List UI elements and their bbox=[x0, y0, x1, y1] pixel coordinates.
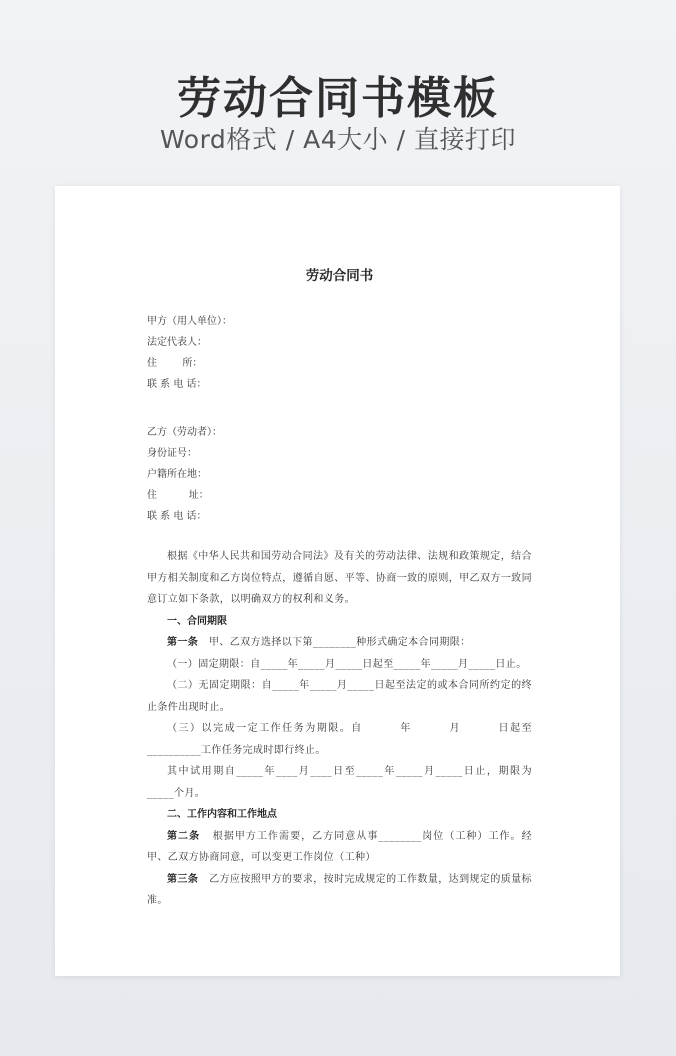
section-heading-work: 二、工作内容和工作地点 bbox=[167, 809, 277, 820]
article-2-label: 第二条 bbox=[167, 830, 201, 842]
banner-title: 劳动合同书模板 bbox=[177, 73, 499, 124]
term-option-open-ended: （二）无固定期限：自_____年_____月_____日起至法定的或本合同所约定的终止条件出现时止。 bbox=[147, 680, 532, 713]
article-1 bbox=[147, 632, 532, 654]
article-2 bbox=[147, 826, 532, 869]
article-1-label: 第一条 bbox=[167, 637, 199, 648]
term-option-fixed: （一）固定期限：自_____年_____月_____日起至_____年_____月_____日止。 bbox=[167, 658, 527, 670]
party-a-block bbox=[147, 311, 532, 395]
contract-body bbox=[147, 546, 532, 912]
legal-representative-field: 法定代表人： bbox=[147, 337, 207, 348]
article-3-text: 乙方应按照甲方的要求，按时完成规定的工作数量，达到规定的质量标准。 bbox=[147, 873, 532, 906]
household-registration-field: 户籍所在地： bbox=[147, 469, 207, 480]
term-option-task-based: （三）以完成一定工作任务为期限。自 年 月 日起至__________工作任务完成时即行终止。 bbox=[147, 723, 532, 756]
party-a-name-field: 甲方（用人单位）： bbox=[147, 316, 232, 327]
banner-subtitle: Word格式 / A4大小 / 直接打印 bbox=[160, 125, 516, 154]
article-3 bbox=[147, 869, 532, 912]
document-title: 劳动合同书 bbox=[305, 268, 374, 284]
article-2-text: 根据甲方工作需要，乙方同意从事________岗位（工种）工作。经甲、乙双方协商同意，可以变更工作岗位（工种） bbox=[147, 830, 532, 863]
section-heading-term: 一、合同期限 bbox=[167, 615, 227, 627]
article-1-text: 甲、乙双方选择以下第________种形式确定本合同期限： bbox=[208, 637, 471, 648]
banner bbox=[0, 0, 676, 180]
article-3-label: 第三条 bbox=[167, 873, 199, 885]
party-b-name-field: 乙方（劳动者）： bbox=[147, 427, 222, 438]
probation-paragraph: 其中试用期自_____年____月____日至_____年_____月_____日止，期限为_____个月。 bbox=[147, 766, 532, 799]
document-page bbox=[55, 186, 620, 976]
party-a-phone-field: 联 系 电 话： bbox=[147, 379, 207, 390]
preamble-paragraph: 根据《中华人民共和国劳动合同法》及有关的劳动法律、法规和政策规定，结合甲方相关制度和乙方岗位特点，遵循自愿、平等、协商一致的原则，甲乙双方一致同意订立如下条款，以明确双方的权利和义务。 bbox=[147, 551, 532, 605]
party-b-block bbox=[147, 422, 532, 527]
party-b-address-field: 住 址： bbox=[147, 490, 209, 501]
party-b-phone-field: 联 系 电 话： bbox=[147, 511, 207, 522]
party-a-address-field: 住 所： bbox=[147, 358, 203, 369]
id-number-field: 身份证号： bbox=[147, 448, 197, 459]
